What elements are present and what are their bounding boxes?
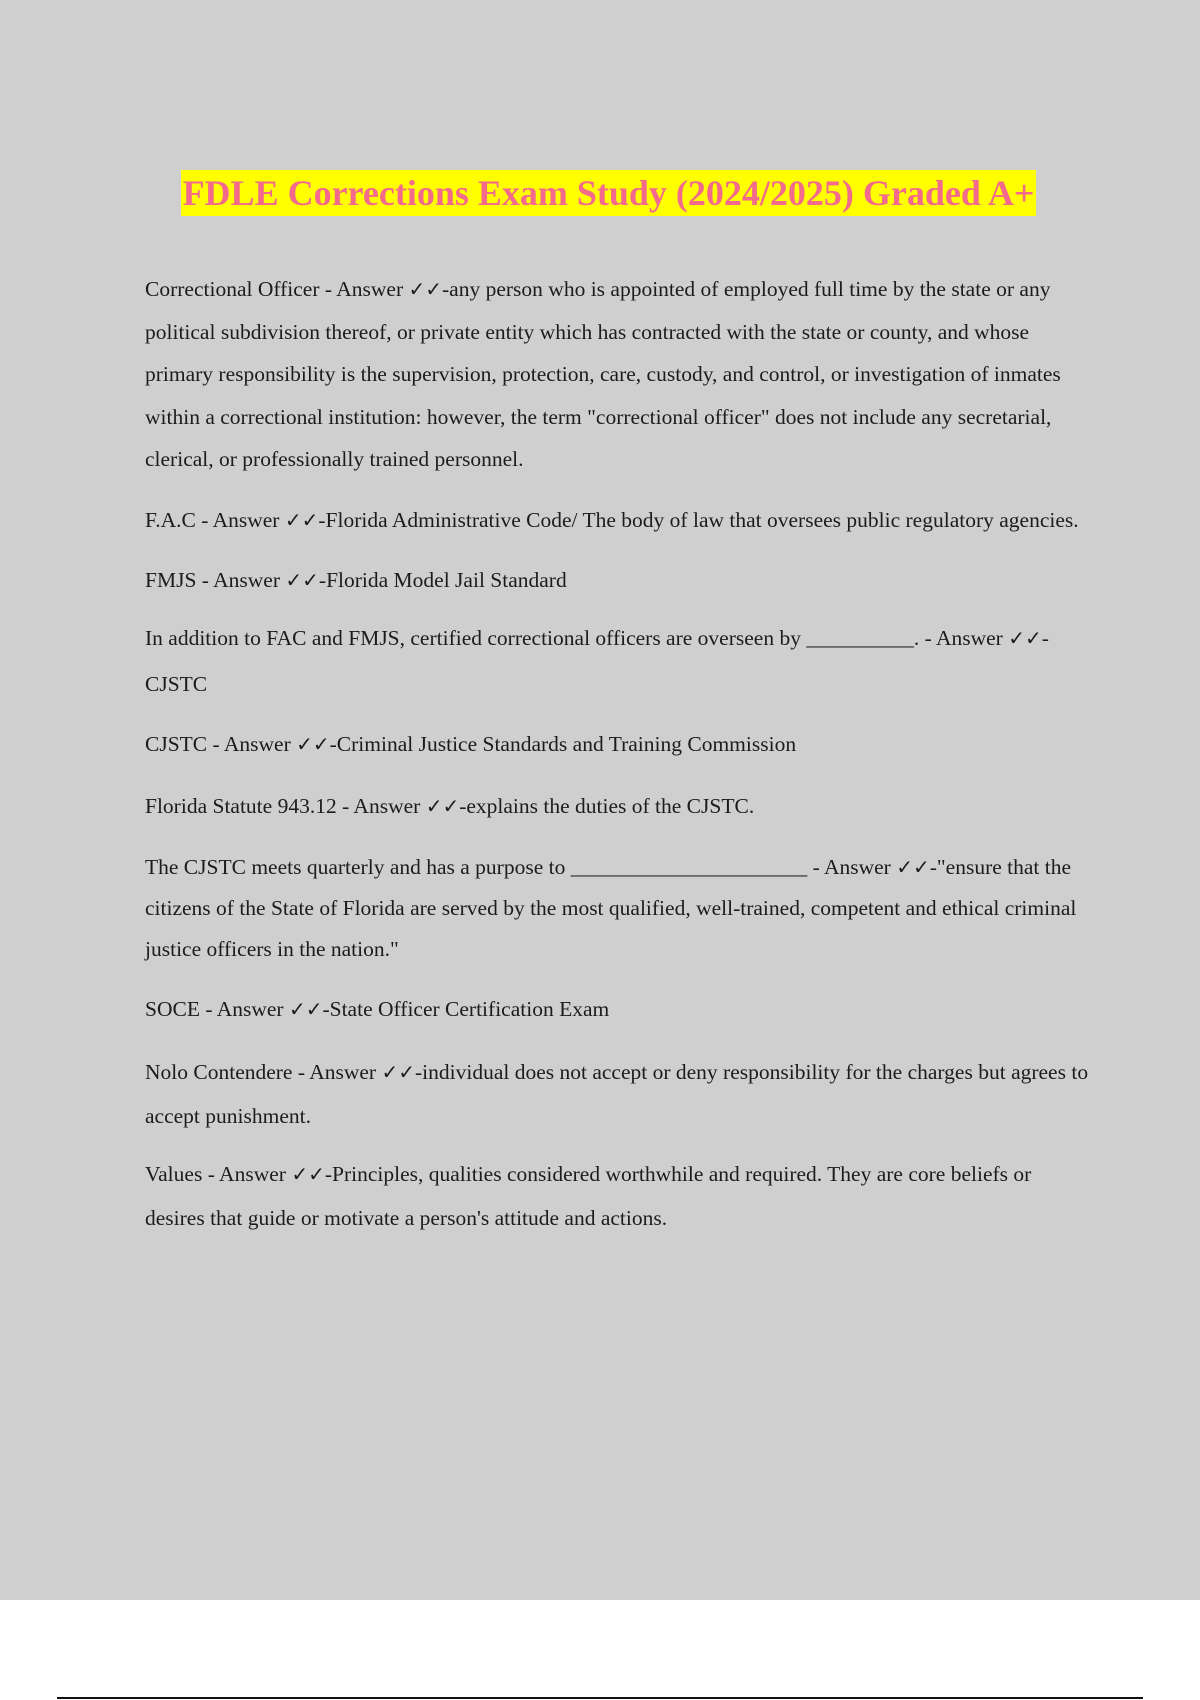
answer-label: - Answer — [336, 793, 426, 818]
double-check-icon: ✓✓ — [381, 1059, 415, 1084]
entry-definition: -Florida Model Jail Standard — [318, 567, 567, 592]
entry-definition: -Criminal Justice Standards and Training Commission — [329, 731, 797, 756]
entry-definition: -State Officer Certification Exam — [322, 996, 610, 1021]
qa-entry — [145, 615, 1095, 707]
double-check-icon: ✓✓ — [425, 793, 460, 818]
entry-term: Nolo Contendere — [145, 1059, 293, 1084]
entry-definition: -individual does not accept or deny responsibility for the charges but agrees to accept punishment. — [145, 1059, 1089, 1128]
entry-term: FMJS — [145, 567, 197, 592]
qa-entry — [145, 1152, 1095, 1240]
answer-label: - Answer — [207, 731, 297, 756]
qa-entry — [145, 559, 1095, 601]
entry-term: In addition to FAC and FMJS, certified correctional officers are overseen by __________. — [145, 625, 920, 650]
entry-term: Values — [145, 1161, 203, 1186]
qa-entry — [145, 1050, 1095, 1138]
entry-term: CJSTC — [145, 731, 208, 756]
double-check-icon: ✓✓ — [896, 854, 930, 879]
double-check-icon: ✓✓ — [291, 1161, 325, 1186]
qa-entry — [145, 847, 1095, 970]
answer-label: - Answer — [319, 277, 409, 301]
double-check-icon: ✓✓ — [288, 996, 323, 1021]
entry-term: Florida Statute 943.12 — [145, 793, 337, 818]
entry-term: F.A.C — [145, 507, 196, 532]
qa-entry — [145, 723, 1095, 765]
qa-entry — [145, 497, 1095, 543]
answer-label: - Answer — [196, 567, 286, 592]
double-check-icon: ✓✓ — [284, 507, 319, 532]
document-content — [145, 268, 1095, 1258]
answer-label: - Answer — [292, 1059, 382, 1084]
double-check-icon: ✓✓ — [296, 731, 330, 756]
double-check-icon: ✓✓ — [285, 567, 319, 592]
document-title: FDLE Corrections Exam Study (2024/2025) Graded A+ — [181, 170, 1037, 216]
entry-definition: -CJSTC — [145, 625, 1049, 696]
double-check-icon: ✓✓ — [408, 277, 443, 301]
answer-label: - Answer — [807, 854, 897, 879]
qa-entry — [145, 988, 1095, 1030]
answer-label: - Answer — [919, 625, 1009, 650]
answer-label: - Answer — [202, 1161, 292, 1186]
answer-label: - Answer — [199, 996, 289, 1021]
entry-definition: -Florida Administrative Code/ The body of law that oversees public regulatory agencies. — [318, 507, 1079, 532]
entry-definition: -any person who is appointed of employed full time by the state or any political subdivision thereof, or private entity which has contracted with the state or county, and whose primary responsibility is the supervision, protection, care, custody, and control, or investigation of inmates within a correctional institution: however, the term "correctional officer" does not include any secretarial, clerical, or professionally trained personnel. — [145, 277, 1061, 471]
double-check-icon: ✓✓ — [1008, 625, 1042, 650]
entry-definition: -Principles, qualities considered worthwhile and required. They are core beliefs or desires that guide or motivate a person's attitude and actions. — [145, 1161, 1032, 1230]
qa-entry — [145, 268, 1095, 481]
title-container — [0, 170, 1200, 216]
entry-definition: -"ensure that the citizens of the State of Florida are served by the most qualified, well-trained, competent and ethical criminal justice officers in the nation." — [145, 854, 1077, 961]
qa-entry — [145, 785, 1095, 827]
entry-term: SOCE — [145, 996, 200, 1021]
entry-definition: -explains the duties of the CJSTC. — [459, 793, 755, 818]
entry-term: The CJSTC meets quarterly and has a purpose to ______________________ — [145, 854, 808, 879]
answer-label: - Answer — [195, 507, 285, 532]
footer-divider — [57, 1697, 1143, 1699]
entry-term: Correctional Officer — [145, 277, 320, 301]
